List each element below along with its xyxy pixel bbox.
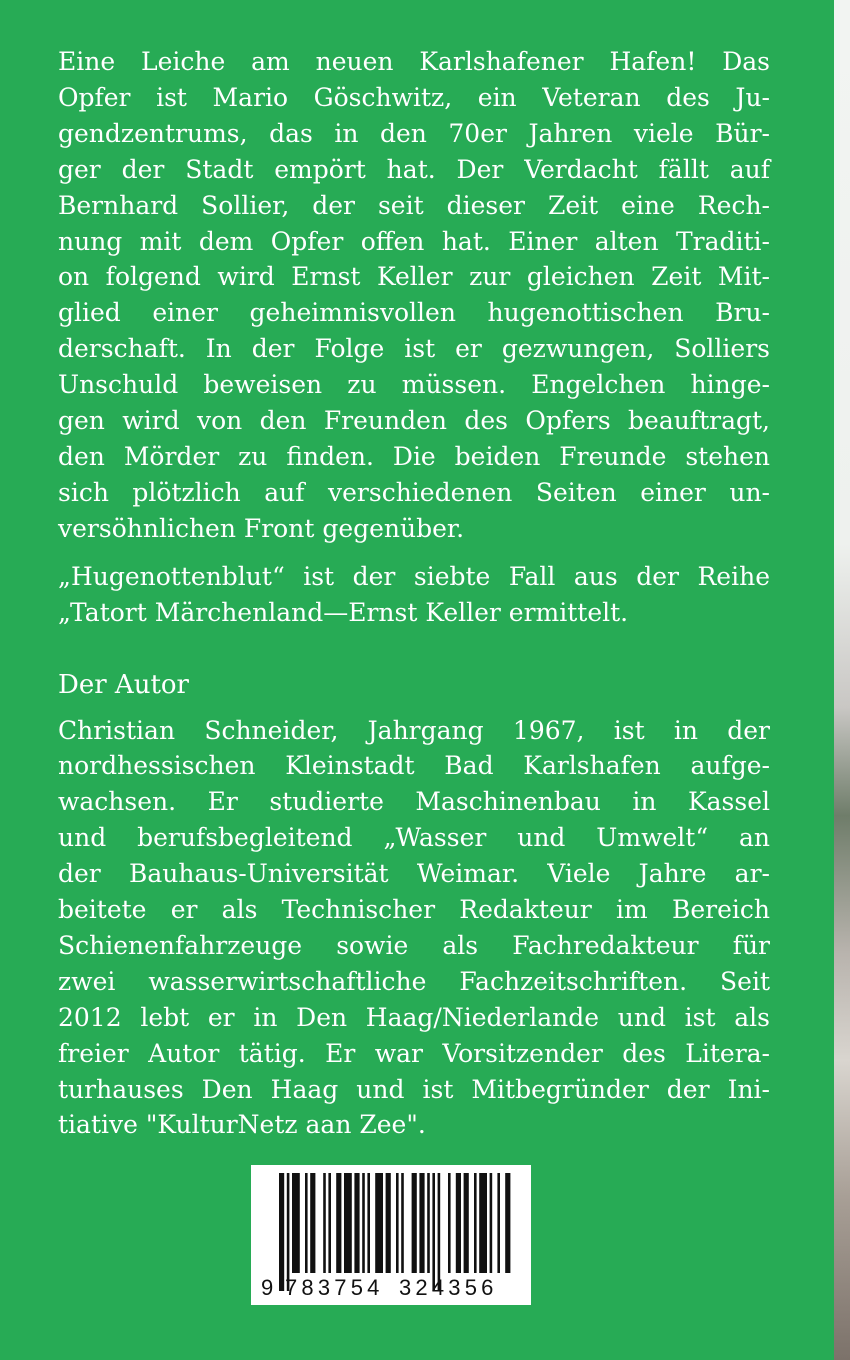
series-note-line: „Tatort Märchenland—Ernst Keller ermittelt. [58,597,629,627]
barcode-bar [354,1173,359,1273]
barcode-bar [396,1173,399,1273]
front-cover-edge-photo [834,0,850,1360]
barcode-digit-group: 783754 [285,1275,384,1300]
blurb-line: ger der Stadt empört hat. Der Verdacht fällt auf [58,154,770,184]
barcode-bar [505,1173,510,1273]
isbn-barcode [251,1165,531,1305]
barcode-bar [497,1173,500,1273]
barcode-bar [438,1173,441,1291]
blurb-paragraph [58,44,770,547]
author-bio-line: wachsen. Er studierte Maschinenbau in Kassel [58,787,770,817]
author-heading: Der Autor [58,669,189,700]
barcode-bar [479,1173,487,1273]
blurb-line: Eine Leiche am neuen Karlshafener Hafen! Das [58,47,770,76]
barcode-bar [456,1173,461,1273]
blurb-line: derschaft. In der Folge ist er gezwungen, Solliers [58,334,770,364]
barcode-bar [464,1173,469,1273]
series-note [58,559,770,631]
author-bio-line: Christian Schneider, Jahrgang 1967, ist in der [58,715,770,745]
author-bio-line: der Bauhaus-Universität Weimar. Viele Jahre ar- [58,859,770,889]
author-bio-line: turhauses Den Haag und ist Mitbegründer der Ini- [58,1074,770,1104]
barcode-bar [323,1173,326,1273]
barcode-bar [279,1173,284,1291]
blurb-line: Bernhard Sollier, der seit dieser Zeit eine Rech- [58,190,770,220]
barcode-bar [310,1173,315,1273]
blurb-line: den Mörder zu finden. Die beiden Freunde stehen [58,441,770,471]
blurb-line: gen wird von den Freunden des Opfers beauftragt, [58,406,770,436]
barcode-digit-group: 9 [261,1275,274,1300]
barcode-bar [336,1173,341,1273]
blurb-line: Unschuld beweisen zu müssen. Engelchen hinge- [58,370,770,400]
barcode-bar [292,1173,300,1273]
barcode-bar [432,1173,435,1291]
author-bio-line: Schienenfahrzeuge sowie als Fachredakteur für [58,930,770,960]
blurb-line: nung mit dem Opfer offen hat. Einer alten Traditi- [58,226,770,256]
barcode-digit-group: 324356 [399,1275,498,1300]
barcode-bar [362,1173,365,1273]
barcode-bar [287,1173,290,1291]
author-bio-line: beitete er als Technischer Redakteur im Bereich [58,895,770,925]
author-bio-line: zwei wasserwirtschaftliche Fachzeitschriften. Seit [58,966,770,996]
blurb-line: glied einer geheimnisvollen hugenottischen Bru- [58,298,770,328]
barcode-bar [419,1173,424,1273]
author-bio-line: und berufsbegleitend „Wasser und Umwelt“ an [58,823,770,853]
author-bio [58,713,770,1144]
series-note-line: „Hugenottenblut“ ist der siebte Fall aus der Reihe [58,561,770,591]
barcode-digits [251,1275,531,1301]
author-bio-line: freier Autor tätig. Er war Vorsitzender des Litera- [58,1038,770,1068]
author-bio-line: tiative "KulturNetz aan Zee". [58,1110,426,1140]
author-bio-line: nordhessischen Kleinstadt Bad Karlshafen aufge- [58,751,770,781]
author-bio-line: 2012 lebt er in Den Haag/Niederlande und ist als [58,1002,770,1032]
cover-text [58,44,770,1143]
barcode-bar [412,1173,417,1273]
barcode-bar [305,1173,308,1273]
barcode-bar [474,1173,477,1273]
blurb-line: sich plötzlich auf verschiedenen Seiten einer un- [58,477,770,507]
barcode-bar [448,1173,451,1273]
blurb-line: gendzentrums, das in den 70er Jahren viele Bür- [58,118,770,148]
barcode-bar [367,1173,370,1273]
barcode-bar [401,1173,404,1273]
barcode-bar [386,1173,391,1273]
barcode-bar [490,1173,493,1273]
barcode-bar [344,1173,352,1273]
blurb-line: versöhnlichen Front gegenüber. [58,513,465,543]
blurb-line: Opfer ist Mario Göschwitz, ein Veteran des Ju- [58,82,770,112]
barcode-bar [375,1173,383,1273]
barcode-bar [328,1173,331,1273]
barcode-bar [427,1173,430,1273]
blurb-line: on folgend wird Ernst Keller zur gleichen Zeit Mit- [58,262,770,292]
